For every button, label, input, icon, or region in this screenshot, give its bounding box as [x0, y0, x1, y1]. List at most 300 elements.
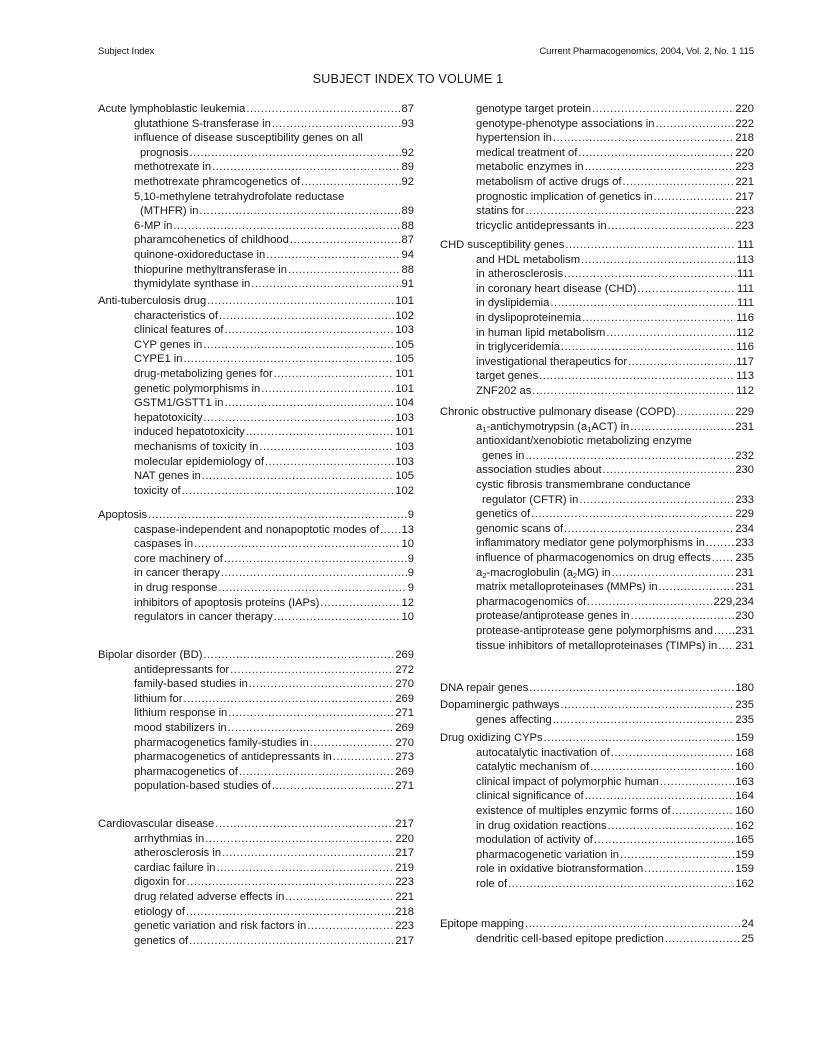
- dot-leader: [660, 775, 735, 789]
- entry-term: antidepressants for: [134, 663, 230, 676]
- page-number: 163: [735, 775, 754, 788]
- index-subentry: [98, 382, 414, 396]
- entry-term: catalytic mechanism of: [476, 761, 590, 774]
- dot-leader: [222, 846, 394, 860]
- index-subentry: [98, 190, 414, 204]
- page-number: 10: [401, 538, 414, 551]
- index-subentry: [98, 721, 414, 735]
- dot-leader: [274, 610, 401, 624]
- entry-term: role of: [476, 878, 508, 890]
- index-subentry: [98, 692, 414, 706]
- index-subentry: [98, 566, 414, 580]
- page-number: 221: [735, 176, 754, 188]
- page-number: 101: [395, 426, 414, 439]
- page-number: 164: [735, 790, 754, 803]
- index-subentry: [440, 932, 754, 946]
- entry-term: DNA repair genes: [440, 682, 529, 694]
- entry-term: glutathione S-transferase in: [134, 117, 271, 130]
- page-number: 25: [741, 932, 754, 945]
- page-number: 113: [736, 253, 754, 266]
- page-number: 9: [407, 582, 414, 594]
- entry-term: statins for: [476, 205, 525, 218]
- page-number: 12: [401, 596, 414, 609]
- dot-leader: [712, 551, 734, 565]
- page-number: 102: [395, 484, 414, 497]
- page-number: 91: [401, 278, 414, 291]
- entry-term: quinone-oxidoreductase in: [134, 249, 266, 261]
- entry-term: hypertension in: [476, 132, 552, 145]
- page-number: 162: [735, 819, 754, 832]
- entry-term: etiology of: [134, 905, 185, 918]
- entry-term: target genes: [476, 370, 539, 383]
- dot-leader: [714, 624, 734, 638]
- page-number: 231: [735, 625, 754, 637]
- page-number: 217: [735, 190, 754, 203]
- page-number: 230: [735, 610, 754, 623]
- page-number: 269: [395, 692, 414, 705]
- index-subentry: [440, 253, 754, 267]
- page-number: 220: [735, 103, 754, 115]
- entry-term: genes in: [482, 449, 525, 462]
- page-number: 229,234: [713, 595, 754, 608]
- dot-leader: [224, 552, 407, 566]
- index-subentry: [440, 566, 754, 580]
- index-subentry: [440, 536, 754, 550]
- index-subentry: [98, 905, 414, 919]
- page-number: 101: [395, 382, 414, 395]
- entry-term: $a_2$-macroglobulin $(a_2MG)$ in: [476, 566, 611, 580]
- entry-term: (MTHFR) in: [140, 205, 199, 218]
- entry-term: role in oxidative biotransformation: [476, 863, 644, 876]
- entry-term: in human lipid metabolism: [476, 326, 606, 339]
- page-number: 235: [735, 552, 754, 564]
- index-subentry: [98, 706, 414, 720]
- page-number: 269: [395, 765, 414, 778]
- index-subentry: [98, 875, 414, 889]
- entry-term: Bipolar disorder (BD): [98, 649, 203, 661]
- page-number: 101: [395, 368, 414, 380]
- dot-leader: [173, 219, 400, 233]
- dot-leader: [251, 277, 400, 291]
- index-subentry: [98, 396, 414, 410]
- index-subentry: [98, 832, 414, 846]
- entry-term: genetics of: [134, 934, 189, 947]
- dot-leader: [202, 469, 395, 483]
- entry-term: drug-metabolizing genes for: [134, 368, 273, 380]
- index-subentry: [98, 934, 414, 948]
- index-subentry: [440, 746, 754, 760]
- index-main-entry: [98, 508, 414, 522]
- page-number: 117: [736, 355, 754, 368]
- page-number: 223: [735, 161, 754, 174]
- dot-leader: [285, 890, 394, 904]
- page-number: 92: [401, 146, 414, 159]
- page-number: 92: [401, 176, 414, 188]
- entry-term: methotrexate phramcogenetics of: [134, 176, 301, 188]
- dot-leader: [228, 706, 394, 720]
- index-main-entry: [98, 102, 414, 116]
- page-number: 89: [401, 205, 414, 218]
- entry-term: influence of pharmacogenomics on drug effects: [476, 552, 711, 564]
- index-subentry: [98, 309, 414, 323]
- index-subentry: [440, 493, 754, 507]
- page-number: 219: [395, 861, 414, 874]
- page-number: 103: [395, 411, 414, 424]
- entry-term: in dyslipidemia: [476, 297, 550, 310]
- page-number: 232: [735, 449, 754, 462]
- page-number: 222: [735, 117, 754, 130]
- page-number: 88: [401, 263, 414, 276]
- dot-leader: [561, 340, 735, 354]
- entry-term: genetic variation and risk factors in: [134, 920, 307, 933]
- page-number: 105: [395, 470, 414, 483]
- index-subentry: [440, 146, 754, 160]
- dot-leader: [637, 282, 736, 296]
- index-subentry: [98, 117, 414, 131]
- entry-term: genotype-phenotype associations in: [476, 117, 655, 130]
- entry-term: genotype target protein: [476, 103, 592, 115]
- index-subentry: [98, 677, 414, 691]
- dot-leader: [582, 311, 735, 325]
- page-number: 101: [395, 295, 414, 307]
- dot-leader: [578, 146, 734, 160]
- index-main-entry: [440, 731, 754, 745]
- entry-term: pharmacogenomics of: [476, 595, 587, 608]
- dot-leader: [581, 253, 735, 267]
- dot-leader: [564, 522, 734, 536]
- page-number: 217: [395, 934, 414, 947]
- entry-term: clinical features of: [134, 324, 224, 337]
- dot-leader: [301, 175, 401, 189]
- dot-leader: [644, 862, 734, 876]
- entry-term: metabolism of active drugs of: [476, 176, 622, 188]
- entry-term: mechanisms of toxicity in: [134, 441, 259, 453]
- dot-leader: [320, 596, 400, 610]
- entry-term: population-based studies of: [134, 780, 271, 793]
- entry-term: family-based studies in: [134, 678, 248, 691]
- dot-leader: [380, 523, 400, 537]
- index-subentry: [98, 750, 414, 764]
- dot-leader: [190, 146, 401, 160]
- index-subentry: [98, 537, 414, 551]
- page-number: 231: [735, 581, 754, 594]
- dot-leader: [212, 160, 400, 174]
- index-subentry: [98, 233, 414, 247]
- index-main-entry: [98, 294, 414, 308]
- entry-term: pharmacogenetics of: [134, 765, 238, 778]
- index-subentry: [98, 323, 414, 337]
- page-number: 233: [735, 493, 754, 506]
- dot-leader: [148, 508, 407, 522]
- entry-term: genes affecting: [476, 713, 552, 726]
- index-subentry: [440, 420, 754, 434]
- index-subentry: [440, 713, 754, 727]
- dot-leader: [310, 736, 395, 750]
- page-number: 159: [735, 863, 754, 876]
- entry-term: Anti-tuberculosis drug: [98, 295, 207, 307]
- dot-leader: [184, 352, 395, 366]
- page-number: 220: [395, 832, 414, 845]
- index-subentry: [98, 277, 414, 291]
- index-subentry: [98, 204, 414, 218]
- index-subentry: [440, 609, 754, 623]
- index-subentry: [98, 219, 414, 233]
- index-subentry: [98, 663, 414, 677]
- dot-leader: [544, 731, 735, 745]
- dot-leader: [590, 760, 734, 774]
- dot-leader: [186, 905, 394, 919]
- entry-term: and HDL metabolism: [476, 253, 581, 266]
- entry-term: antioxidant/xenobiotic metabolizing enzyme: [476, 435, 692, 448]
- index-main-entry: [440, 681, 754, 695]
- entry-term: genetics of: [476, 508, 531, 521]
- page-number: 88: [401, 219, 414, 232]
- index-subentry: [98, 411, 414, 425]
- dot-leader: [230, 663, 394, 677]
- entry-term: modulation of activity of: [476, 834, 593, 847]
- index-subentry: [440, 267, 754, 281]
- index-subentry: [440, 102, 754, 116]
- index-subentry: [440, 282, 754, 296]
- page-number: 111: [736, 282, 754, 295]
- entry-term: regulators in cancer therapy: [134, 611, 273, 624]
- index-subentry: [440, 190, 754, 204]
- entry-term: 5,10-methylene tetrahydrofolate reductase: [134, 190, 345, 203]
- page-number: 111: [736, 268, 754, 281]
- entry-term: atherosclerosis in: [134, 847, 222, 860]
- entry-term: protease-antiprotease gene polymorphisms and: [476, 625, 713, 637]
- index-subentry: [440, 551, 754, 565]
- dot-leader: [239, 765, 394, 779]
- dot-leader: [677, 405, 735, 419]
- page-number: 104: [395, 397, 414, 410]
- entry-term: autocatalytic inactivation of: [476, 746, 610, 759]
- index-subentry: [98, 765, 414, 779]
- dot-leader: [246, 425, 395, 439]
- entry-term: caspase-independent and nonapoptotic modes of: [134, 523, 380, 536]
- index-subentry: [98, 160, 414, 174]
- index-subentry: [440, 804, 754, 818]
- page-number: 10: [401, 611, 414, 624]
- entry-term: core machinery of: [134, 552, 223, 565]
- index-subentry: [98, 469, 414, 483]
- entry-term: arrhythmias in: [134, 832, 205, 845]
- dot-leader: [525, 917, 741, 931]
- dot-leader: [585, 789, 735, 803]
- page-number: 168: [735, 746, 754, 759]
- page-number: 231: [735, 420, 754, 433]
- page-number: 273: [395, 751, 414, 764]
- dot-leader: [228, 721, 395, 735]
- index-subentry: [98, 552, 414, 566]
- running-header-left: Subject Index: [98, 46, 155, 57]
- page-number: 105: [395, 353, 414, 366]
- page-number: 94: [401, 249, 414, 261]
- index-subentry: [98, 610, 414, 624]
- page-number: 230: [735, 464, 754, 477]
- entry-term: regulator (CFTR) in: [482, 493, 579, 506]
- index-subentry: [440, 478, 754, 492]
- entry-term: Epitope mapping: [440, 918, 524, 930]
- index-main-entry: [98, 648, 414, 662]
- dot-leader: [623, 175, 735, 189]
- entry-term: tricyclic antidepressants in: [476, 219, 607, 232]
- entry-term: lithium for: [134, 692, 183, 705]
- entry-term: in triglyceridemia: [476, 341, 560, 354]
- entry-term: Cardiovascular disease: [98, 818, 215, 830]
- entry-term: existence of multiples enzymic forms of: [476, 805, 671, 817]
- dot-leader: [225, 323, 395, 337]
- index-subentry: [440, 340, 754, 354]
- page-number: 218: [735, 132, 754, 145]
- page-number: 271: [395, 707, 414, 720]
- index-subentry: [440, 311, 754, 325]
- dot-leader: [603, 463, 735, 477]
- dot-leader: [654, 190, 735, 204]
- page-number: 235: [735, 699, 754, 711]
- page-number: 111: [736, 239, 754, 251]
- entry-term: prognostic implication of genetics in: [476, 190, 653, 203]
- index-subentry: [440, 624, 754, 638]
- page-number: 103: [395, 441, 414, 453]
- page-number: 24: [741, 918, 754, 930]
- index-subentry: [98, 581, 414, 595]
- dot-leader: [560, 698, 734, 712]
- index-subentry: [440, 384, 754, 398]
- index-subentry: [98, 861, 414, 875]
- page-number: 13: [401, 523, 414, 536]
- entry-term: CYPE1 in: [134, 353, 183, 366]
- dot-leader: [333, 750, 395, 764]
- page-title: SUBJECT INDEX TO VOLUME 1: [312, 72, 504, 86]
- index-subentry: [440, 789, 754, 803]
- page-number: 111: [736, 297, 754, 310]
- index-subentry: [98, 131, 414, 145]
- entry-term: CYP genes in: [134, 338, 203, 351]
- index-subentry: [98, 146, 414, 160]
- dot-leader: [564, 267, 736, 281]
- page-number: 103: [395, 324, 414, 337]
- entry-term: NAT genes in: [134, 470, 201, 483]
- page-number: 102: [395, 309, 414, 322]
- index-subentry: [440, 463, 754, 477]
- dot-leader: [221, 566, 407, 580]
- page-number: 220: [735, 146, 754, 159]
- index-subentry: [440, 219, 754, 233]
- dot-leader: [612, 566, 735, 580]
- entry-term: investigational therapeutics for: [476, 355, 628, 368]
- index-subentry: [440, 639, 754, 653]
- page-number: 223: [735, 219, 754, 232]
- page-number: 269: [395, 649, 414, 661]
- dot-leader: [608, 819, 735, 833]
- index-subentry: [98, 890, 414, 904]
- page-number: 116: [736, 312, 754, 324]
- page-number: 9: [407, 552, 414, 565]
- index-subentry: [98, 367, 414, 381]
- index-subentry: [440, 522, 754, 536]
- page-number: 270: [395, 678, 414, 691]
- entry-term: in dyslipoproteinemia: [476, 312, 582, 324]
- entry-term: Acute lymphoblastic leukemia: [98, 103, 246, 115]
- page-number: 217: [395, 847, 414, 860]
- entry-term: mood stabilizers in: [134, 722, 227, 734]
- entry-term: pharmacogenetics family-studies in: [134, 736, 309, 749]
- index-main-entry: [440, 917, 754, 931]
- entry-term: Dopaminergic pathways: [440, 699, 560, 711]
- dot-leader: [628, 355, 735, 369]
- entry-term: Chronic obstructive pulmonary disease (COPD): [440, 406, 676, 418]
- page-number: 270: [395, 736, 414, 749]
- entry-term: clinical impact of polymorphic human: [476, 775, 659, 788]
- entry-term: $a_1$-antichymotrypsin $(a_1ACT)$ in: [476, 420, 630, 434]
- index-subentry: [440, 833, 754, 847]
- page-number: 223: [395, 920, 414, 933]
- dot-leader: [246, 102, 400, 116]
- dot-leader: [526, 204, 735, 218]
- dot-leader: [205, 832, 394, 846]
- page-number: 229: [735, 508, 754, 521]
- index-subentry: [440, 369, 754, 383]
- entry-term: GSTM1/GSTT1 in: [134, 397, 224, 410]
- dot-leader: [665, 932, 741, 946]
- dot-leader: [525, 449, 734, 463]
- entry-term: pharmacogenetics of antidepressants in: [134, 751, 332, 764]
- dot-leader: [259, 440, 394, 454]
- dot-leader: [215, 817, 394, 831]
- entry-term: medical treatment of: [476, 146, 578, 159]
- dot-leader: [539, 369, 735, 383]
- entry-term: tissue inhibitors of metalloproteinases (TIMPs) in: [476, 639, 718, 652]
- dot-leader: [592, 102, 734, 116]
- dot-leader: [508, 877, 734, 891]
- index-subentry: [440, 580, 754, 594]
- entry-term: cystic fibrosis transmembrane conductance: [476, 479, 691, 491]
- index-main-entry: [440, 698, 754, 712]
- page-number: 272: [395, 663, 414, 676]
- dot-leader: [266, 248, 400, 262]
- dot-leader: [585, 160, 735, 174]
- entry-term: prognosis: [140, 146, 189, 159]
- dot-leader: [672, 804, 735, 818]
- entry-term: Apoptosis: [98, 509, 148, 521]
- dot-leader: [219, 309, 394, 323]
- page-number: 113: [736, 370, 754, 383]
- dot-leader: [182, 484, 395, 498]
- index-subentry: [440, 117, 754, 131]
- page-number: 271: [395, 780, 414, 793]
- page-number: 160: [735, 805, 754, 817]
- entry-term: dendritic cell-based epitope prediction: [476, 932, 664, 945]
- entry-term: pharamcohenetics of childhood: [134, 234, 289, 247]
- entry-term: caspases in: [134, 538, 194, 551]
- dot-leader: [565, 238, 736, 252]
- page-number: 116: [736, 341, 754, 354]
- index-subentry: [440, 595, 754, 609]
- dot-leader: [272, 117, 401, 131]
- entry-term: matrix metalloproteinases (MMPs) in: [476, 581, 658, 594]
- page-number: 159: [735, 848, 754, 861]
- dot-leader: [290, 233, 401, 247]
- entry-term: hepatotoxicity: [134, 411, 203, 424]
- index-subentry: [440, 326, 754, 340]
- page-number: 233: [735, 537, 754, 550]
- page-number: 159: [735, 732, 754, 744]
- index-subentry: [98, 596, 414, 610]
- entry-term: thymidylate synthase in: [134, 278, 251, 291]
- index-subentry: [98, 440, 414, 454]
- entry-term: CHD susceptibility genes: [440, 239, 565, 251]
